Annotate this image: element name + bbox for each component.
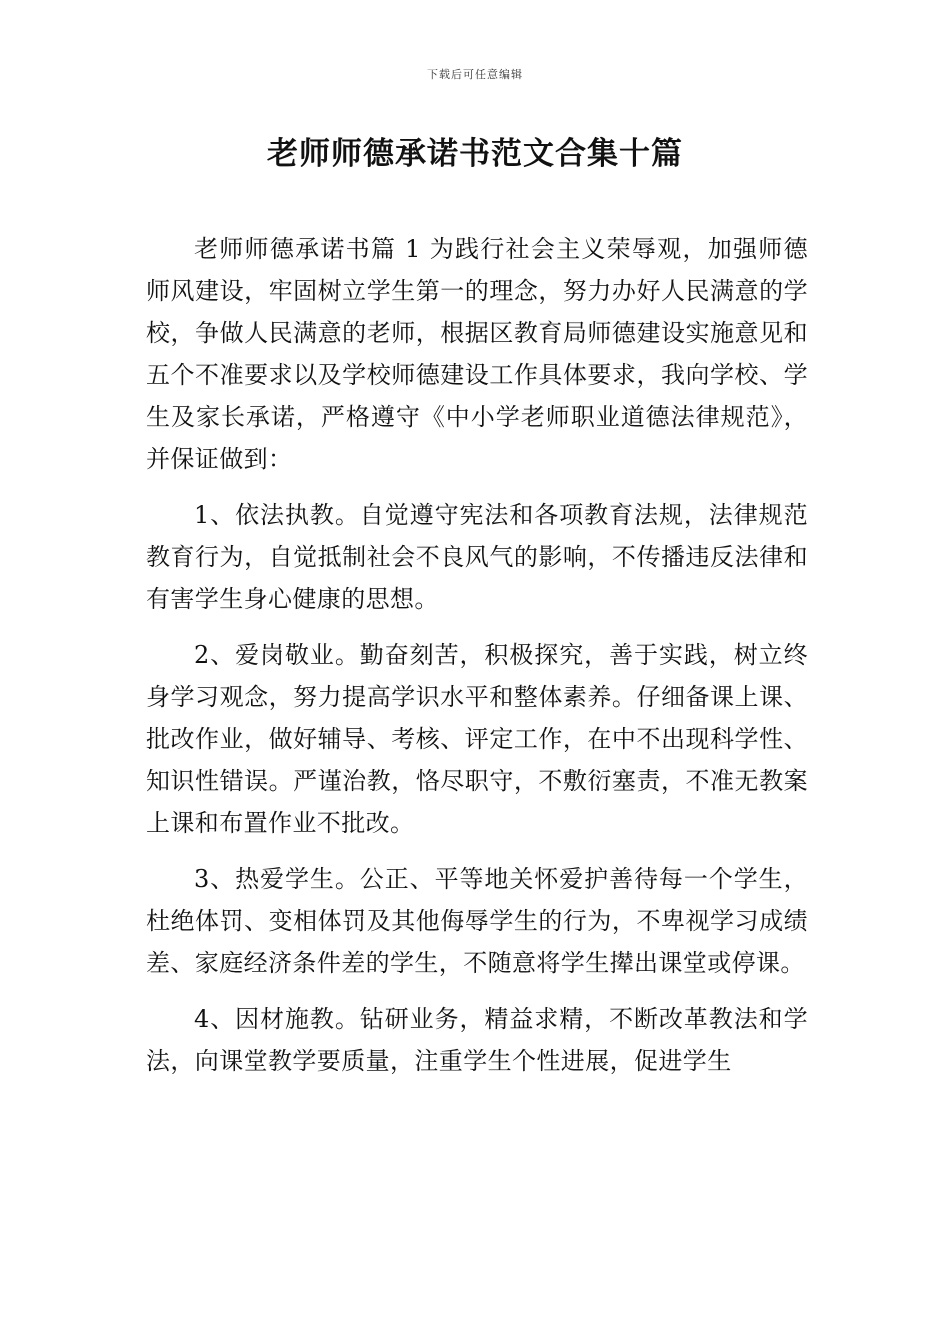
paragraph-item-2: 2、爱岗敬业。勤奋刻苦，积极探究，善于实践，树立终身学习观念，努力提高学识水平和整体素养。仔细备课上课、批改作业，做好辅导、考核、评定工作，在中不出现科学性、知识性错误。严谨治教，恪尽职守，不敷衍塞责，不准无教案上课和布置作业不批改。 [146,641,808,837]
document-title: 老师师德承诺书范文合集十篇 [267,136,683,172]
document-body [146,228,808,1082]
paragraph-item-4: 4、因材施教。钻研业务，精益求精，不断改革教法和学法，向课堂教学要质量，注重学生个性进展，促进学生 [146,1005,808,1075]
header-note: 下载后可任意编辑 [427,68,523,81]
paragraph-item-1: 1、依法执教。自觉遵守宪法和各项教育法规，法律规范教育行为，自觉抵制社会不良风气的影响，不传播违反法律和有害学生身心健康的思想。 [146,501,808,613]
paragraph-intro: 老师师德承诺书篇 1 为践行社会主义荣辱观，加强师德师风建设，牢固树立学生第一的理念，努力办好人民满意的学校，争做人民满意的老师，根据区教育局师德建设实施意见和五个不准要求以及学校师德建设工作具体要求，我向学校、学生及家长承诺，严格遵守《中小学老师职业道德法律规范》，并保证做到： [146,235,808,473]
paragraph-item-3: 3、热爱学生。公正、平等地关怀爱护善待每一个学生，杜绝体罚、变相体罚及其他侮辱学生的行为，不卑视学习成绩差、家庭经济条件差的学生，不随意将学生撵出课堂或停课。 [146,865,808,977]
